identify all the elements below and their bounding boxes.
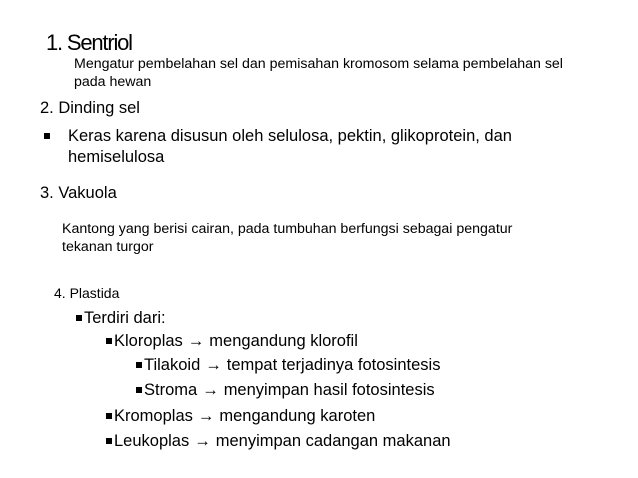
dinding-sel-description-line-1: Keras karena disusun oleh selulosa, pektin, glikoprotein, dan [68,127,512,145]
list-item-label: Terdiri dari: [84,309,166,327]
arrow-right-icon: → [197,407,215,425]
dinding-sel-description [68,126,512,168]
square-bullet-icon [44,133,50,139]
arrow-right-icon: → [194,432,211,450]
arrow-right-icon: → [187,332,205,350]
list-item-leukoplas [106,431,451,451]
arrow-right-icon: → [202,381,219,399]
heading-plastida: 4. Plastida [54,285,120,301]
arrow-right-icon: → [205,356,222,374]
list-item-kloroplas [106,331,358,351]
heading-sentriol: 1. Sentriol [46,30,132,55]
vakuola-description-line-1: Kantong yang berisi cairan, pada tumbuhan berfungsi sebagai pengatur [62,221,513,237]
sentriol-description [74,55,563,91]
list-item-name: Kromoplas [114,407,193,425]
vakuola-description [62,220,512,256]
vakuola-description-line-2: tekanan turgor [62,239,154,255]
list-item-desc: menyimpan hasil fotosintesis [223,381,435,399]
square-bullet-icon [76,315,82,321]
list-item-name: Stroma [144,381,198,399]
square-bullet-icon [106,438,112,444]
list-item-name: Kloroplas [114,332,183,350]
list-item-kromoplas [106,406,375,426]
list-item-desc: tempat terjadinya fotosintesis [226,356,441,374]
heading-vakuola: 3. Vakuola [40,184,117,202]
square-bullet-icon [136,362,142,368]
list-item-desc: menyimpan cadangan makanan [215,432,451,450]
list-item-desc: mengandung klorofil [209,332,358,350]
list-item-name: Leukoplas [114,432,190,450]
list-item-desc: mengandung karoten [219,407,376,425]
list-item-name: Tilakoid [144,356,201,374]
square-bullet-icon [136,387,142,393]
heading-dinding-sel: 2. Dinding sel [40,99,140,117]
dinding-sel-description-line-2: hemiselulosa [68,148,165,166]
list-item-stroma [136,380,435,400]
sentriol-description-line-2: pada hewan [74,74,152,90]
square-bullet-icon [106,413,112,419]
sentriol-description-line-1: Mengatur pembelahan sel dan pemisahan kromosom selama pembelahan sel [74,56,563,72]
square-bullet-icon [106,338,112,344]
list-item-terdiri-dari [76,308,166,328]
list-item-tilakoid [136,355,440,375]
